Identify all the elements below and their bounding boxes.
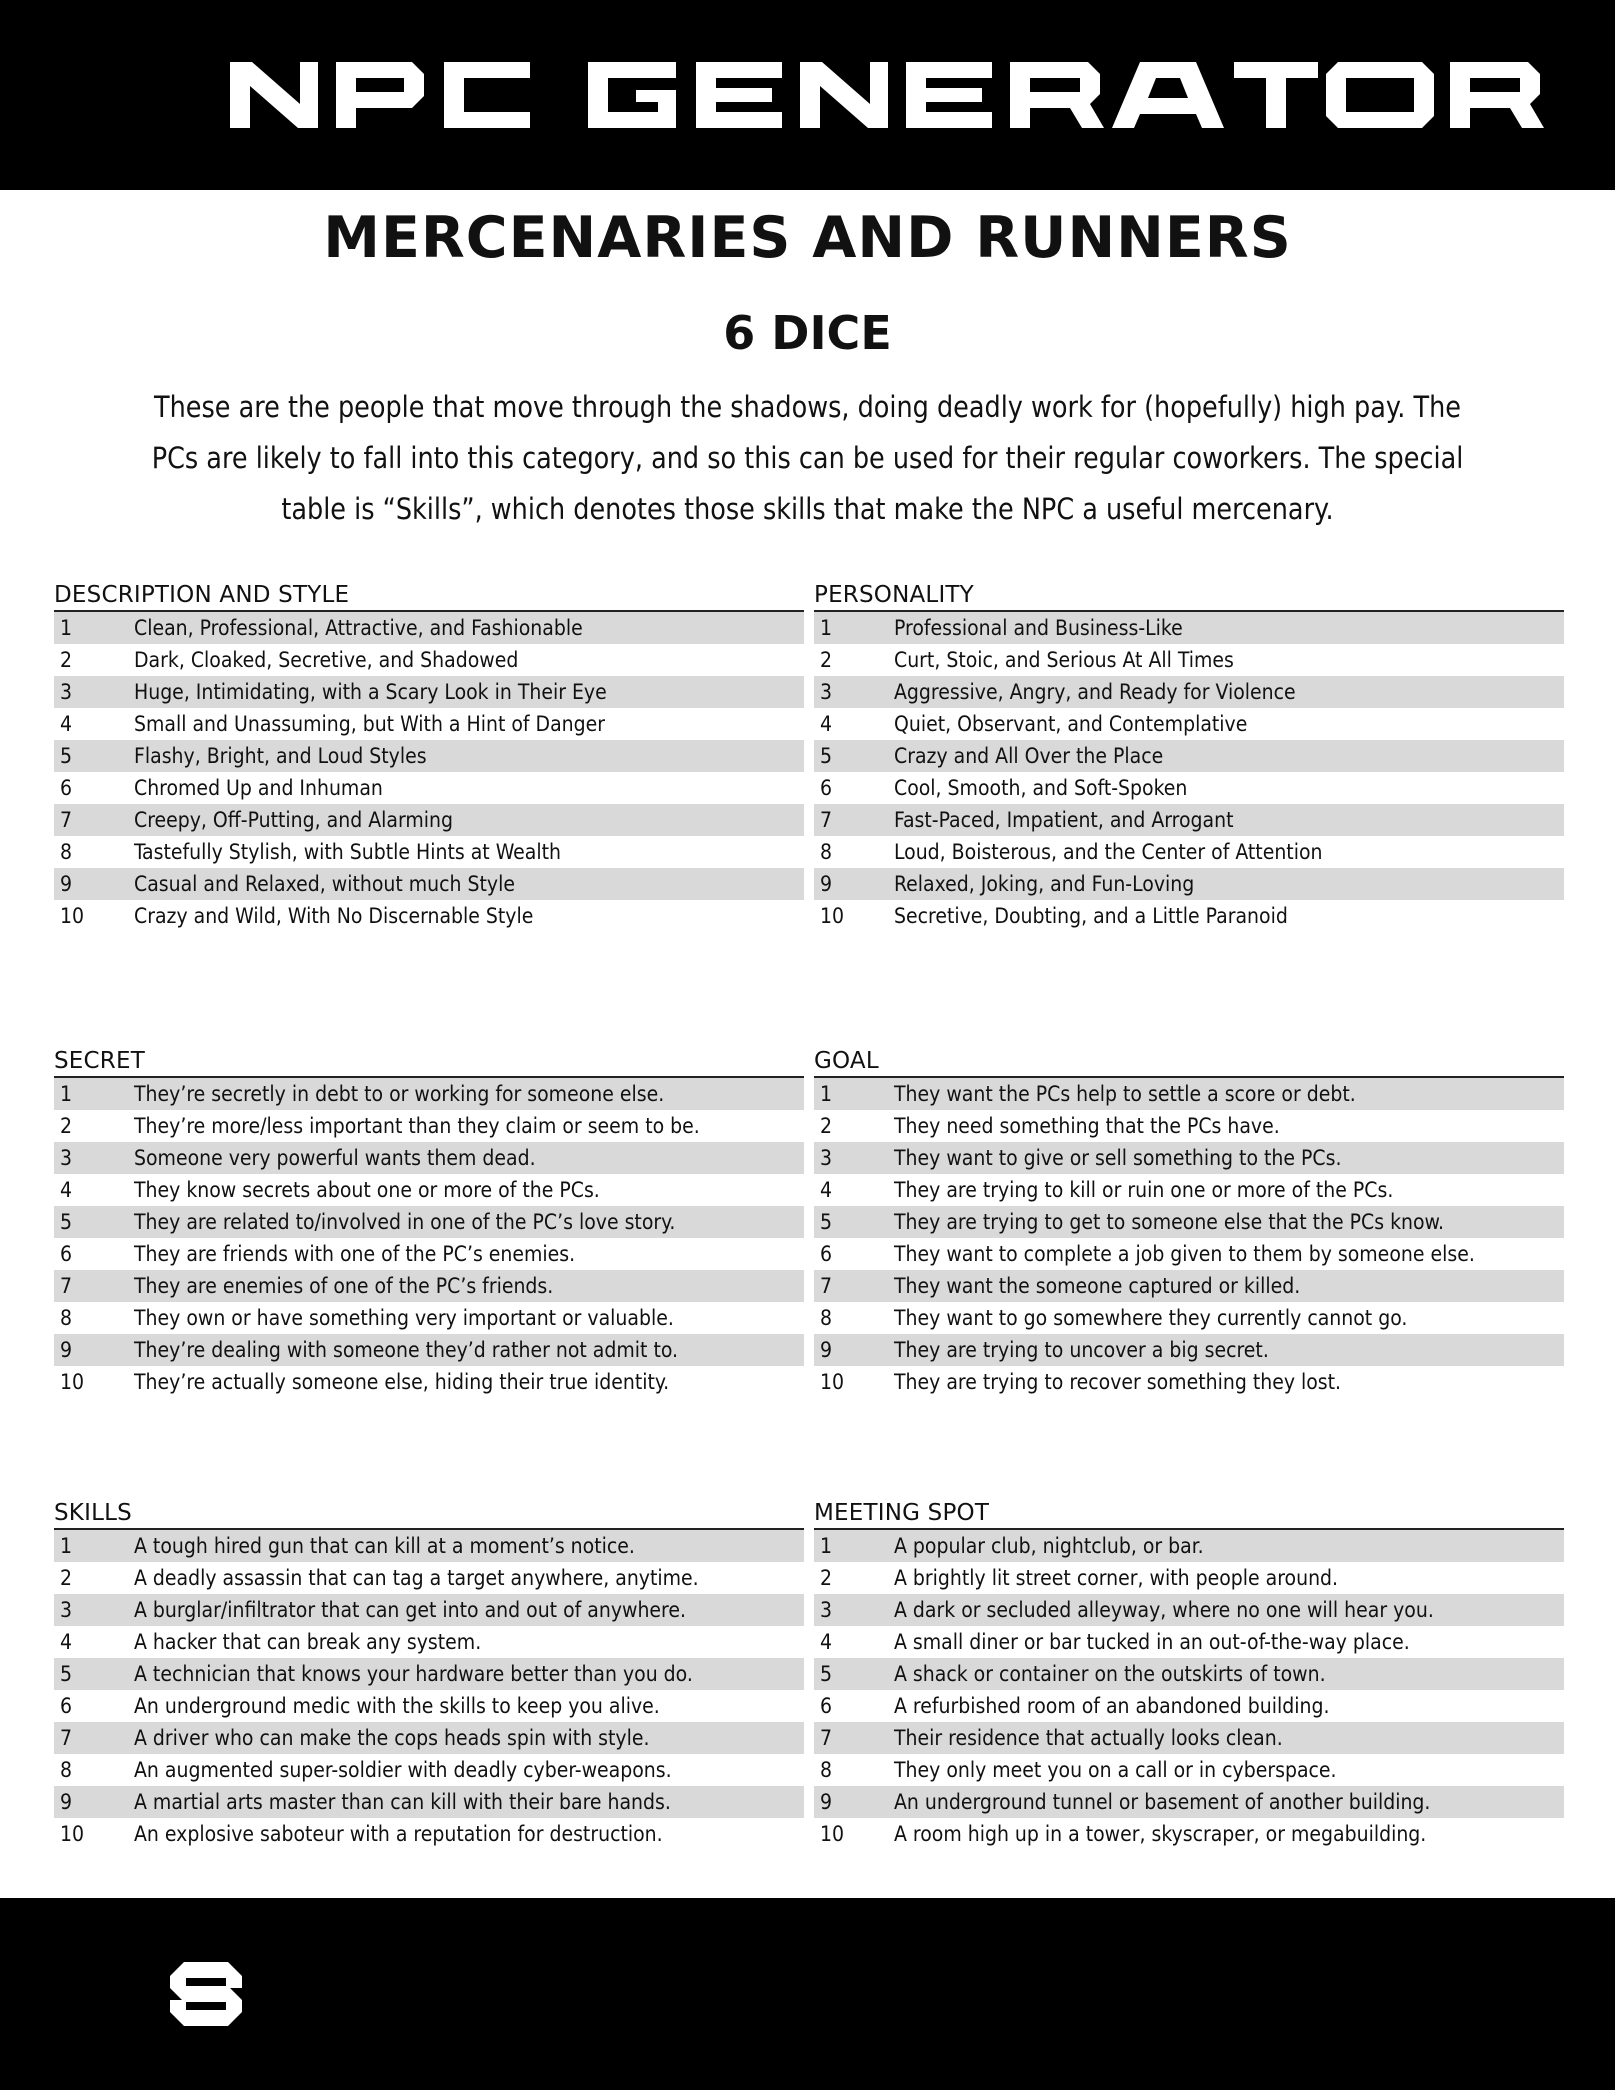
row-text: They need something that the PCs have. <box>894 1114 1280 1138</box>
table-row <box>814 1206 1564 1238</box>
table-rows <box>814 612 1564 932</box>
roll-number: 2 <box>820 1566 833 1590</box>
roll-number: 10 <box>820 904 845 928</box>
row-text: Casual and Relaxed, without much Style <box>134 872 515 896</box>
row-text: A deadly assassin that can tag a target anywhere, anytime. <box>134 1566 699 1590</box>
row-text: They are friends with one of the PC’s enemies. <box>134 1242 576 1266</box>
table-row <box>54 612 804 644</box>
roll-number: 10 <box>60 904 85 928</box>
page-title: MERCENARIES AND RUNNERS <box>323 205 1292 271</box>
table-row <box>814 900 1564 932</box>
roll-number: 3 <box>820 1146 833 1170</box>
roll-number: 9 <box>820 1790 833 1814</box>
table-row <box>814 1658 1564 1690</box>
roll-number: 9 <box>60 872 73 896</box>
roll-number: 1 <box>60 1534 73 1558</box>
publisher-logo-icon <box>170 1962 242 2026</box>
table-rows <box>814 1078 1564 1398</box>
roll-number: 9 <box>60 1790 73 1814</box>
roll-number: 3 <box>820 1598 833 1622</box>
table-rows <box>54 1078 804 1398</box>
roll-number: 9 <box>820 872 833 896</box>
row-text: Huge, Intimidating, with a Scary Look in Their Eye <box>134 680 607 704</box>
roll-number: 5 <box>820 744 833 768</box>
roll-number: 2 <box>820 1114 833 1138</box>
row-text: A tough hired gun that can kill at a moment’s notice. <box>134 1534 635 1558</box>
table-row <box>54 1142 804 1174</box>
row-text: Someone very powerful wants them dead. <box>134 1146 536 1170</box>
row-text: Tastefully Stylish, with Subtle Hints at Wealth <box>134 840 561 864</box>
table-row <box>54 1110 804 1142</box>
table-row <box>814 1270 1564 1302</box>
table-row <box>814 1334 1564 1366</box>
row-text: They’re secretly in debt to or working for someone else. <box>134 1082 665 1106</box>
roll-number: 2 <box>60 648 73 672</box>
table-personality <box>814 580 1564 932</box>
row-text: Creepy, Off-Putting, and Alarming <box>134 808 453 832</box>
table-title: SECRET <box>54 1046 804 1078</box>
row-text: A driver who can make the cops heads spin with style. <box>134 1726 650 1750</box>
row-text: A brightly lit street corner, with people around. <box>894 1566 1339 1590</box>
table-row <box>54 1270 804 1302</box>
roll-number: 1 <box>820 1082 833 1106</box>
table-row <box>814 708 1564 740</box>
intro-paragraph: These are the people that move through the shadows, doing deadly work for (hopefully) high pay. The PCs are likely to fall into this category, and so this can be used for their regular coworkers. The special table is “Skills”, which denotes those skills that make the NPC a useful mercenary. <box>151 390 1464 526</box>
row-text: They want to give or sell something to the PCs. <box>894 1146 1342 1170</box>
table-row <box>814 1690 1564 1722</box>
row-text: Secretive, Doubting, and a Little Paranoid <box>894 904 1288 928</box>
table-row <box>814 1110 1564 1142</box>
roll-number: 8 <box>60 1758 73 1782</box>
table-row <box>54 1078 804 1110</box>
row-text: An underground tunnel or basement of another building. <box>894 1790 1431 1814</box>
table-row <box>54 1302 804 1334</box>
row-text: Crazy and All Over the Place <box>894 744 1164 768</box>
table-row <box>54 644 804 676</box>
roll-number: 8 <box>820 840 833 864</box>
header-banner <box>0 0 1615 190</box>
table-row <box>814 644 1564 676</box>
roll-number: 1 <box>820 1534 833 1558</box>
row-text: Chromed Up and Inhuman <box>134 776 383 800</box>
roll-number: 5 <box>60 1662 73 1686</box>
roll-number: 4 <box>60 712 73 736</box>
row-text: They know secrets about one or more of the PCs. <box>134 1178 600 1202</box>
row-text: An explosive saboteur with a reputation for destruction. <box>134 1822 663 1846</box>
row-text: Aggressive, Angry, and Ready for Violence <box>894 680 1296 704</box>
roll-number: 7 <box>820 808 833 832</box>
table-title: PERSONALITY <box>814 580 1564 612</box>
row-text: An underground medic with the skills to keep you alive. <box>134 1694 660 1718</box>
roll-number: 5 <box>820 1662 833 1686</box>
table-row <box>814 612 1564 644</box>
roll-number: 8 <box>60 840 73 864</box>
roll-number: 10 <box>820 1822 845 1846</box>
row-text: They’re more/less important than they claim or seem to be. <box>134 1114 700 1138</box>
table-goal <box>814 1046 1564 1398</box>
row-text: Quiet, Observant, and Contemplative <box>894 712 1248 736</box>
row-text: A refurbished room of an abandoned building. <box>894 1694 1330 1718</box>
table-row <box>814 804 1564 836</box>
table-row <box>54 1530 804 1562</box>
table-row <box>814 1238 1564 1270</box>
roll-number: 5 <box>820 1210 833 1234</box>
roll-number: 7 <box>820 1726 833 1750</box>
roll-number: 8 <box>820 1758 833 1782</box>
roll-number: 2 <box>60 1566 73 1590</box>
table-row <box>814 1562 1564 1594</box>
table-row <box>54 900 804 932</box>
row-text: They want to go somewhere they currently cannot go. <box>894 1306 1408 1330</box>
table-title: SKILLS <box>54 1498 804 1530</box>
table-row <box>814 772 1564 804</box>
roll-number: 7 <box>60 1726 73 1750</box>
table-row <box>54 740 804 772</box>
table-meeting-spot <box>814 1498 1564 1850</box>
roll-number: 6 <box>820 1694 833 1718</box>
table-row <box>814 868 1564 900</box>
roll-number: 10 <box>820 1370 845 1394</box>
row-text: They want to complete a job given to them by someone else. <box>894 1242 1475 1266</box>
table-skills <box>54 1498 804 1850</box>
table-row <box>814 1818 1564 1850</box>
roll-number: 3 <box>820 680 833 704</box>
row-text: Professional and Business-Like <box>894 616 1183 640</box>
roll-number: 3 <box>60 1598 73 1622</box>
roll-number: 7 <box>60 808 73 832</box>
table-row <box>54 1238 804 1270</box>
row-text: An augmented super-soldier with deadly cyber-weapons. <box>134 1758 672 1782</box>
roll-number: 7 <box>60 1274 73 1298</box>
row-text: They own or have something very important or valuable. <box>134 1306 674 1330</box>
roll-number: 2 <box>820 648 833 672</box>
roll-number: 4 <box>60 1178 73 1202</box>
table-row <box>54 1722 804 1754</box>
table-title: MEETING SPOT <box>814 1498 1564 1530</box>
table-row <box>814 1142 1564 1174</box>
table-row <box>54 868 804 900</box>
roll-number: 7 <box>820 1274 833 1298</box>
roll-number: 10 <box>60 1822 85 1846</box>
table-secret <box>54 1046 804 1398</box>
roll-number: 6 <box>60 776 73 800</box>
table-row <box>814 1786 1564 1818</box>
roll-number: 5 <box>60 1210 73 1234</box>
row-text: They want the PCs help to settle a score or debt. <box>894 1082 1356 1106</box>
footer-band <box>0 1898 1615 2090</box>
roll-number: 3 <box>60 1146 73 1170</box>
row-text: Relaxed, Joking, and Fun-Loving <box>894 872 1195 896</box>
table-row <box>54 1786 804 1818</box>
row-text: Dark, Cloaked, Secretive, and Shadowed <box>134 648 519 672</box>
roll-number: 5 <box>60 744 73 768</box>
row-text: They are trying to kill or ruin one or more of the PCs. <box>894 1178 1394 1202</box>
table-row <box>54 1690 804 1722</box>
table-row <box>54 1334 804 1366</box>
table-row <box>814 1078 1564 1110</box>
table-rows <box>54 612 804 932</box>
table-row <box>814 1302 1564 1334</box>
row-text: A martial arts master than can kill with their bare hands. <box>134 1790 671 1814</box>
row-text: Curt, Stoic, and Serious At All Times <box>894 648 1234 672</box>
table-row <box>54 1562 804 1594</box>
roll-number: 9 <box>820 1338 833 1362</box>
table-row <box>814 1722 1564 1754</box>
roll-number: 1 <box>60 616 73 640</box>
table-row <box>814 676 1564 708</box>
table-row <box>54 708 804 740</box>
roll-number: 4 <box>60 1630 73 1654</box>
table-rows <box>814 1530 1564 1850</box>
table-row <box>54 836 804 868</box>
row-text: They are enemies of one of the PC’s friends. <box>134 1274 554 1298</box>
roll-number: 6 <box>60 1242 73 1266</box>
table-row <box>54 804 804 836</box>
roll-number: 9 <box>60 1338 73 1362</box>
page-subtitle: 6 DICE <box>723 306 892 360</box>
row-text: A shack or container on the outskirts of town. <box>894 1662 1326 1686</box>
table-row <box>814 1530 1564 1562</box>
table-row <box>814 1626 1564 1658</box>
roll-number: 8 <box>820 1306 833 1330</box>
row-text: A room high up in a tower, skyscraper, or megabuilding. <box>894 1822 1427 1846</box>
row-text: Loud, Boisterous, and the Center of Attention <box>894 840 1323 864</box>
banner-logotype <box>0 0 1615 190</box>
table-title: GOAL <box>814 1046 1564 1078</box>
row-text: They are trying to uncover a big secret. <box>894 1338 1269 1362</box>
table-row <box>814 1366 1564 1398</box>
roll-number: 6 <box>820 1242 833 1266</box>
table-row <box>54 1594 804 1626</box>
table-row <box>814 1754 1564 1786</box>
row-text: A popular club, nightclub, or bar. <box>894 1534 1204 1558</box>
row-text: A hacker that can break any system. <box>134 1630 482 1654</box>
roll-number: 4 <box>820 712 833 736</box>
table-row <box>814 1174 1564 1206</box>
row-text: They’re actually someone else, hiding their true identity. <box>134 1370 670 1394</box>
table-description <box>54 580 804 932</box>
roll-number: 8 <box>60 1306 73 1330</box>
table-title: DESCRIPTION AND STYLE <box>54 580 804 612</box>
row-text: A technician that knows your hardware better than you do. <box>134 1662 693 1686</box>
row-text: They’re dealing with someone they’d rather not admit to. <box>134 1338 679 1362</box>
table-row <box>814 740 1564 772</box>
row-text: A dark or secluded alleyway, where no one will hear you. <box>894 1598 1434 1622</box>
table-row <box>54 1658 804 1690</box>
row-text: They are trying to get to someone else that the PCs know. <box>894 1210 1445 1234</box>
roll-number: 2 <box>60 1114 73 1138</box>
table-rows <box>54 1530 804 1850</box>
row-text: Small and Unassuming, but With a Hint of Danger <box>134 712 606 736</box>
row-text: Crazy and Wild, With No Discernable Style <box>134 904 534 928</box>
table-row <box>54 1174 804 1206</box>
table-row <box>54 1626 804 1658</box>
roll-number: 10 <box>60 1370 85 1394</box>
table-row <box>54 1818 804 1850</box>
table-row <box>814 1594 1564 1626</box>
table-row <box>54 1754 804 1786</box>
row-text: Their residence that actually looks clean. <box>894 1726 1283 1750</box>
row-text: Flashy, Bright, and Loud Styles <box>134 744 427 768</box>
table-row <box>54 1206 804 1238</box>
row-text: They want the someone captured or killed. <box>894 1274 1301 1298</box>
row-text: Clean, Professional, Attractive, and Fashionable <box>134 616 583 640</box>
table-row <box>54 772 804 804</box>
row-text: They are related to/involved in one of the PC’s love story. <box>134 1210 676 1234</box>
row-text: They only meet you on a call or in cyberspace. <box>894 1758 1337 1782</box>
roll-number: 6 <box>820 776 833 800</box>
row-text: A small diner or bar tucked in an out-of-the-way place. <box>894 1630 1410 1654</box>
roll-number: 1 <box>820 616 833 640</box>
row-text: A burglar/infiltrator that can get into and out of anywhere. <box>134 1598 686 1622</box>
table-row <box>54 1366 804 1398</box>
row-text: Cool, Smooth, and Soft-Spoken <box>894 776 1188 800</box>
row-text: They are trying to recover something they lost. <box>894 1370 1342 1394</box>
table-row <box>814 836 1564 868</box>
roll-number: 1 <box>60 1082 73 1106</box>
roll-number: 3 <box>60 680 73 704</box>
roll-number: 4 <box>820 1178 833 1202</box>
row-text: Fast-Paced, Impatient, and Arrogant <box>894 808 1234 832</box>
roll-number: 4 <box>820 1630 833 1654</box>
table-row <box>54 676 804 708</box>
roll-number: 6 <box>60 1694 73 1718</box>
